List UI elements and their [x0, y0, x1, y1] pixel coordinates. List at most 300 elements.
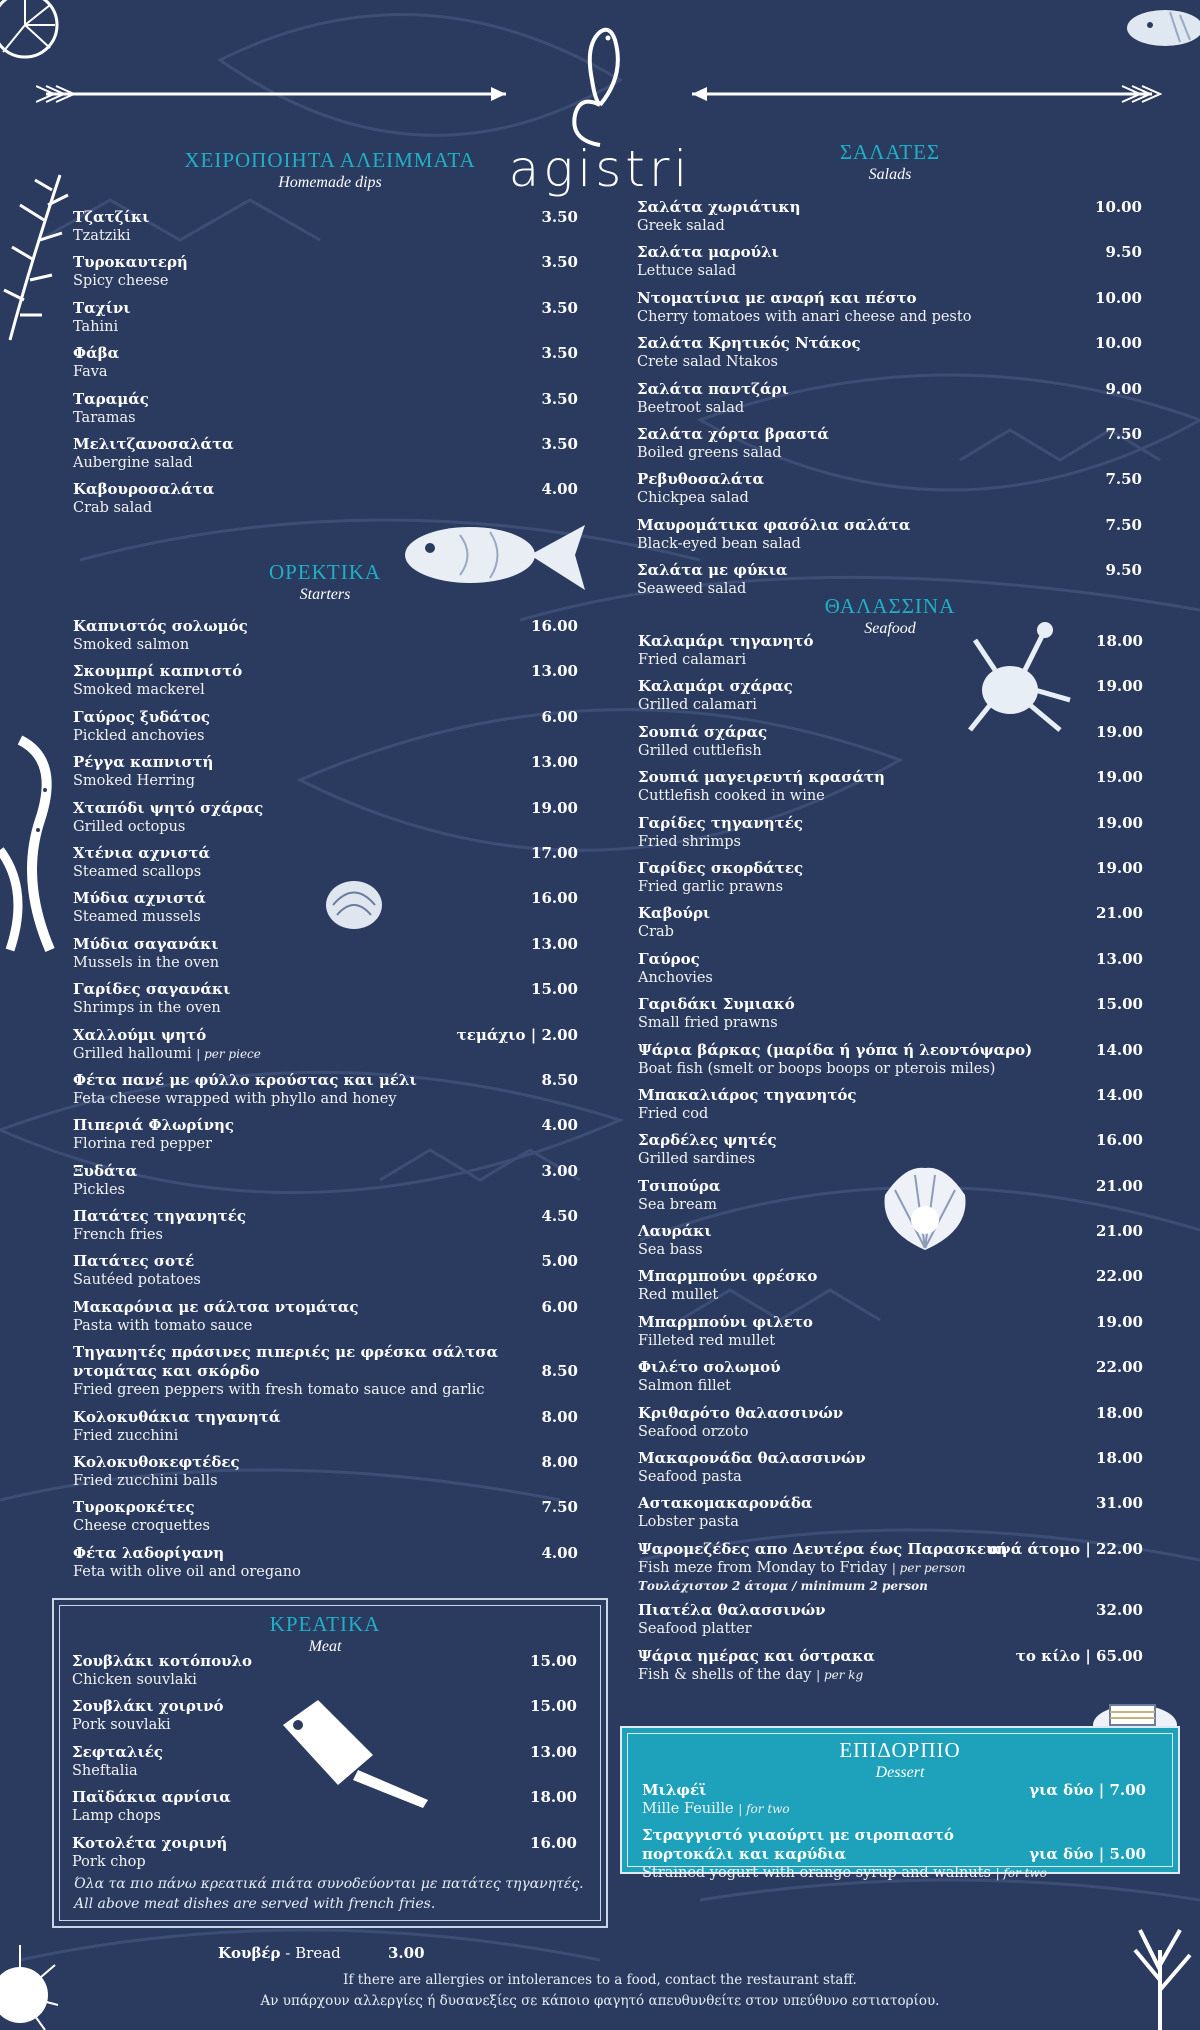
- starters-item-price-value: 16.00: [531, 889, 578, 908]
- seafood-item-en-text: Seafood pasta: [638, 1469, 742, 1486]
- seafood-item-en-text: Grilled calamari: [638, 697, 757, 714]
- dips-item-name-en: [73, 500, 152, 516]
- dips-item-en-text: Taramas: [73, 409, 136, 426]
- seafood-item-price-value: 18.00: [1096, 1403, 1143, 1422]
- starters-item-name-en: [73, 1382, 485, 1398]
- dips-item-price-value: 3.50: [541, 344, 578, 363]
- salads-item-en-text: Seaweed salad: [637, 581, 747, 598]
- starters-item-price: [531, 617, 578, 635]
- seafood-item-price: [1096, 677, 1143, 695]
- starters-item-price: [541, 1207, 578, 1225]
- starters-item-en-text: Florina red pepper: [73, 1136, 212, 1153]
- dips-item-en-text: Tahini: [73, 318, 119, 335]
- salads-item-price-value: 9.50: [1105, 561, 1142, 580]
- dips-item-price: [541, 208, 578, 226]
- seafood-item-en-text: Fried shrimps: [638, 833, 741, 850]
- starters-item-price: [541, 1162, 578, 1180]
- seafood-item-name-gr: Ψαρομεζέδες απο Δευτέρα έως Παρασκευή: [638, 1539, 1008, 1558]
- meat-item-en-text: Sheftalia: [72, 1762, 138, 1779]
- starters-item-en-text: Steamed mussels: [73, 909, 201, 926]
- seafood-item-note: | per kg: [816, 1667, 864, 1682]
- seafood-item-name-gr: Φιλέτο σολωμού: [638, 1358, 781, 1377]
- dips-item-price-value: 3.50: [541, 253, 578, 272]
- salads-item-en-text: Chickpea salad: [637, 490, 749, 507]
- starters-item-name-gr: Σκουμπρί καπνιστό: [73, 662, 243, 681]
- seafood-item-name-gr: Γαρίδες τηγανητές: [638, 813, 804, 832]
- salads-item: [637, 334, 1142, 379]
- seafood-item-en-text: Salmon fillet: [638, 1378, 731, 1395]
- seafood-item-price-value: 14.00: [1096, 1040, 1143, 1059]
- dips-item: [73, 344, 578, 389]
- meat-item-name-en: [72, 1672, 197, 1688]
- starters-item-en-text: Smoked mackerel: [73, 682, 205, 699]
- seafood-item: [638, 1647, 1143, 1692]
- dessert-item-price-value: 7.00: [1109, 1781, 1146, 1799]
- dips-item: [73, 435, 578, 480]
- starters-item-name-en: [73, 1318, 252, 1334]
- starters-item-name-en: [73, 1000, 221, 1016]
- seafood-item-price: [1096, 1131, 1143, 1149]
- starters-item: [73, 1498, 578, 1543]
- cover-label-en: - Bread: [285, 1944, 341, 1962]
- starters-item-price: [457, 1026, 578, 1044]
- salads-item-price-value: 10.00: [1095, 288, 1142, 307]
- allergy-note-en: If there are allergies or intolerances to a food, contact the restaurant staff.: [343, 1972, 857, 1988]
- starters-item: [73, 1116, 578, 1161]
- seafood-item: [638, 950, 1143, 995]
- starters-item-name-en: [73, 637, 189, 653]
- starters-item-price: [541, 1116, 578, 1134]
- meat-item-price-value: 13.00: [530, 1742, 577, 1761]
- salads-item-en-text: Boiled greens salad: [637, 444, 782, 461]
- seafood-title: ΘΑΛΑΣΣΙΝΑ: [824, 594, 956, 618]
- seafood-item-price: [1096, 950, 1143, 968]
- starters-item-price: [541, 1408, 578, 1426]
- salads-item-name-gr: Σαλάτα παντζάρι: [637, 379, 789, 398]
- seafood-item-price-value: 19.00: [1096, 858, 1143, 877]
- seafood-item-name-en: [638, 788, 825, 804]
- salads-item-en-text: Beetroot salad: [637, 399, 745, 416]
- starters-item: [73, 1408, 578, 1453]
- lemon-icon: [0, 0, 70, 70]
- starters-item-name-en: [73, 1518, 210, 1534]
- dessert-list: [642, 1781, 1146, 1891]
- seafood-item-name-gr: Μπακαλιάρος τηγανητός: [638, 1085, 857, 1104]
- cover-charge: [218, 1944, 341, 1962]
- starters-item-price-value: 8.00: [541, 1453, 578, 1472]
- seafood-item: [638, 768, 1143, 813]
- seafood-item-name-gr: Σουπιά σχάρας: [638, 722, 768, 741]
- seafood-item-price-value: 21.00: [1096, 1176, 1143, 1195]
- seafood-item-en-text: Lobster pasta: [638, 1514, 739, 1531]
- seafood-item-name-gr: Κριθαρότο θαλασσινών: [638, 1403, 844, 1422]
- seafood-item-name-en: [638, 1287, 718, 1303]
- meat-item-en-text: Pork chop: [72, 1853, 146, 1870]
- starters-item-price-value: 13.00: [531, 934, 578, 953]
- dessert-subtitle: Dessert: [875, 1764, 925, 1781]
- seafood-item-name-en: [638, 1333, 775, 1349]
- salads-item: [637, 243, 1142, 288]
- starters-item-name-en: [73, 909, 201, 925]
- meat-item: [72, 1743, 577, 1788]
- dessert-item-name-en: [642, 1801, 790, 1817]
- meat-item-name-gr: Σεφταλιές: [72, 1742, 163, 1761]
- seafood-item-price-value: 21.00: [1096, 904, 1143, 923]
- starters-item: [73, 1298, 578, 1343]
- seafood-item-price-value: 22.00: [1096, 1539, 1143, 1558]
- starters-item-price: [541, 1453, 578, 1471]
- meat-item-en-text: Pork souvlaki: [72, 1717, 171, 1734]
- starters-item-price: [541, 1498, 578, 1516]
- starters-item-price-value: 2.00: [541, 1025, 578, 1044]
- meat-item-name-gr: Σουβλάκι χοιρινό: [72, 1697, 224, 1716]
- starters-item-price-value: 17.00: [531, 843, 578, 862]
- dips-item-en-text: Crab salad: [73, 500, 153, 517]
- seafood-item: [638, 1601, 1143, 1646]
- salads-item-name-gr: Σαλάτα με φύκια: [637, 561, 788, 580]
- starters-item-price-value: 19.00: [531, 798, 578, 817]
- salads-item-price: [1095, 334, 1142, 352]
- seafood-item-name-gr: Ψάρια βάρκας (μαρίδα ή γόπα ή λεοντόψαρο): [638, 1040, 1033, 1059]
- seafood-item-name-en: [638, 1151, 755, 1167]
- seafood-item-price-value: 31.00: [1096, 1494, 1143, 1513]
- starters-item-name-gr: Τηγανητές πράσινες πιπεριές με φρέσκα σάλτσα: [73, 1343, 499, 1362]
- starters-item: [73, 1026, 578, 1071]
- seafood-item-en-text: Seafood orzoto: [638, 1423, 749, 1440]
- salads-item-en-text: Greek salad: [637, 218, 725, 234]
- starters-subtitle: Starters: [299, 586, 351, 603]
- salads-item-price: [1105, 380, 1142, 398]
- seafood-item-price-value: 19.00: [1096, 768, 1143, 787]
- seafood-item-name-gr: Μακαρονάδα θαλασσινών: [638, 1449, 866, 1468]
- starters-item-en-text: Steamed scallops: [73, 863, 202, 880]
- seafood-item-price: [1096, 1086, 1143, 1104]
- seafood-item-price: [1096, 814, 1143, 832]
- starters-item-price-value: 3.00: [541, 1161, 578, 1180]
- seafood-item-en-text: Anchovies: [638, 969, 713, 986]
- meat-item-name-en: [72, 1717, 171, 1733]
- seafood-item-name-en: [638, 1197, 717, 1213]
- salads-item-price: [1105, 425, 1142, 443]
- seafood-item-en-text: Small fried prawns: [638, 1015, 778, 1032]
- starters-item: [73, 1071, 578, 1116]
- meat-title: ΚΡΕΑΤΙΚΑ: [269, 1612, 381, 1636]
- starters-item-en-text: Pickles: [73, 1181, 125, 1198]
- dips-item-name-gr: Φάβα: [73, 344, 120, 363]
- starters-item: [73, 844, 578, 889]
- starters-item-en-text: Smoked salmon: [73, 637, 190, 653]
- salads-item-en-text: Lettuce salad: [637, 263, 737, 280]
- salads-item: [637, 470, 1142, 515]
- seafood-item-price-value: 19.00: [1096, 1312, 1143, 1331]
- seafood-item: [638, 1404, 1143, 1449]
- seafood-item: [638, 1313, 1143, 1358]
- dips-item-price-value: 4.00: [541, 480, 578, 499]
- salads-item: [637, 380, 1142, 425]
- starters-item: [73, 1453, 578, 1498]
- seafood-item-name-gr: Καλαμάρι σχάρας: [638, 677, 793, 696]
- seafood-item-name-gr: Σουπιά μαγειρευτή κρασάτη: [638, 768, 885, 787]
- salads-item-price: [1105, 243, 1142, 261]
- meat-item-price: [530, 1697, 577, 1715]
- starters-item-name-gr: Τυροκροκέτες: [73, 1498, 195, 1517]
- salads-item-name-en: [637, 400, 744, 416]
- salads-item-name-en: [637, 536, 801, 552]
- dips-item-price: [541, 390, 578, 408]
- dips-list: [73, 208, 578, 526]
- seafood-item-price: [1096, 1494, 1143, 1512]
- seafood-subtitle: Seafood: [864, 620, 916, 637]
- starters-item-price-value: 4.00: [541, 1116, 578, 1135]
- seafood-item-price-value: 16.00: [1096, 1131, 1143, 1150]
- dips-item-price: [541, 435, 578, 453]
- seafood-item-price-value: 13.00: [1096, 949, 1143, 968]
- starters-item-price-value: 4.00: [541, 1543, 578, 1562]
- seafood-item-name-gr: Αστακομακαρονάδα: [638, 1494, 813, 1513]
- salads-item-en-text: Crete salad Ntakos: [637, 354, 778, 371]
- starters-item-name-en: [73, 1272, 201, 1288]
- seafood-item: [638, 904, 1143, 949]
- starters-item-name-gr: Χαλλούμι ψητό: [73, 1025, 207, 1044]
- seafood-item-price-value: 19.00: [1096, 813, 1143, 832]
- starters-item-en-text: Grilled octopus: [73, 818, 186, 835]
- starters-item-en-text: Feta with olive oil and oregano: [73, 1563, 301, 1580]
- dips-item-en-text: Fava: [73, 364, 108, 381]
- dips-item: [73, 299, 578, 344]
- seafood-item: [638, 1449, 1143, 1494]
- dips-item-name-en: [73, 364, 108, 380]
- dips-item-name-gr: Ταραμάς: [73, 389, 149, 408]
- starters-item-price-value: 8.50: [541, 1070, 578, 1089]
- starters-item-price: [531, 980, 578, 998]
- starters-item-price-value: 4.50: [541, 1207, 578, 1226]
- dessert-item-note: | for two: [738, 1802, 790, 1816]
- salads-item-en-text: Cherry tomatoes with anari cheese and pesto: [637, 308, 972, 325]
- seafood-item-name-gr: Γαρίδες σκορδάτες: [638, 858, 804, 877]
- starters-item-name-en: [73, 1136, 212, 1152]
- salads-item: [637, 516, 1142, 561]
- dessert-item-en-text: Strained yogurt with orange syrup and walnuts: [642, 1865, 991, 1882]
- starters-item-price-value: 8.00: [541, 1407, 578, 1426]
- starters-item-price: [541, 1362, 578, 1380]
- starters-item-en-text: Fried green peppers with fresh tomato sauce and garlic: [73, 1382, 485, 1399]
- seafood-item-name-gr: Τσιπούρα: [638, 1176, 721, 1195]
- seafood-item: [638, 814, 1143, 859]
- starters-item-name-gr: Κολοκυθοκεφτέδες: [73, 1453, 240, 1472]
- seafood-item-en-text: Fish & shells of the day: [638, 1666, 812, 1683]
- salads-item-name-en: [637, 309, 971, 325]
- meat-note-en: All above meat dishes are served with french fries.: [74, 1896, 436, 1912]
- starters-item-name-en: [73, 1564, 301, 1580]
- dips-item-en-text: Aubergine salad: [73, 454, 193, 471]
- seafood-item-name-en: [638, 1378, 731, 1394]
- dessert-title: ΕΠΙΔΟΡΠΙΟ: [839, 1738, 961, 1762]
- dips-item-price: [541, 299, 578, 317]
- starters-item-price-value: 13.00: [531, 753, 578, 772]
- starters-item-name-en: [73, 773, 195, 789]
- meat-item: [72, 1788, 577, 1833]
- arrow-left-icon: [36, 84, 516, 104]
- starters-item-en-text: Smoked Herring: [73, 773, 196, 790]
- meat-item-price: [530, 1652, 577, 1670]
- starters-item: [73, 980, 578, 1025]
- meat-item-price: [530, 1788, 577, 1806]
- seafood-item-price: [1096, 768, 1143, 786]
- dips-item-en-text: Spicy cheese: [73, 273, 169, 290]
- starters-item-name-en: [73, 728, 204, 744]
- meat-item-price-value: 15.00: [530, 1652, 577, 1670]
- seafood-item: [638, 1494, 1143, 1539]
- allergy-note-gr: Αν υπάρχουν αλλεργίες ή δυσανεξίες σε κάποιο φαγητό απευθυνθείτε στον υπεύθυνο εστιατορίου.: [260, 1993, 940, 2009]
- seafood-item-price: [1096, 1449, 1143, 1467]
- starters-item-name-en: [73, 1046, 261, 1062]
- starters-item-name-gr: Ρέγγα καπνιστή: [73, 753, 214, 772]
- starters-item-en-text: Grilled halloumi: [73, 1045, 192, 1062]
- seafood-item-price: [1096, 1313, 1143, 1331]
- starters-item-price: [531, 799, 578, 817]
- salads-item-price: [1095, 289, 1142, 307]
- dips-item-en-text: Tzatziki: [73, 228, 131, 244]
- meat-item-price: [530, 1743, 577, 1761]
- starters-item: [73, 1343, 578, 1407]
- arrow-right-icon: [682, 84, 1162, 104]
- seafood-item-en-text: Boat fish (smelt or boops boops or pterois miles): [638, 1060, 996, 1077]
- starters-item-price-value: 6.00: [541, 1297, 578, 1316]
- dips-item-name-gr: Τζατζίκι: [73, 208, 150, 226]
- octopus-icon: [0, 730, 65, 960]
- seafood-item-name-en: [638, 970, 713, 986]
- dips-item-name-en: [73, 455, 193, 471]
- starters-item-name-gr: Γαρίδες σαγανάκι: [73, 980, 231, 999]
- starters-item-price: [531, 753, 578, 771]
- seafood-item-en-text: Sea bream: [638, 1196, 717, 1213]
- seafood-item-name-en: [638, 652, 746, 668]
- seafood-item: [638, 1086, 1143, 1131]
- salads-title: ΣΑΛΑΤΕΣ: [839, 140, 941, 164]
- salads-item-name-gr: Σαλάτα χόρτα βραστά: [637, 424, 829, 443]
- salads-item-price: [1105, 470, 1142, 488]
- meat-item: [72, 1834, 577, 1879]
- meat-item-price-value: 16.00: [530, 1833, 577, 1852]
- salads-item-price: [1105, 561, 1142, 579]
- dips-item-price-value: 3.50: [541, 389, 578, 408]
- seafood-item-name-gr: Γαύρος: [638, 949, 700, 968]
- starters-item: [73, 1162, 578, 1207]
- dips-item-name-gr: Τυροκαυτερή: [73, 253, 188, 272]
- dessert-item-note: | for two: [995, 1866, 1047, 1881]
- starters-item: [73, 935, 578, 980]
- dips-subtitle: Homemade dips: [278, 174, 382, 191]
- seafood-item-price: [1096, 1177, 1143, 1195]
- dessert-item: [642, 1781, 1146, 1826]
- dips-item-name-gr: Μελιτζανοσαλάτα: [73, 434, 234, 453]
- starters-item-price: [531, 935, 578, 953]
- meat-item-en-text: Lamp chops: [72, 1808, 161, 1825]
- starters-item-name-en: [73, 955, 219, 971]
- dips-item-price: [541, 344, 578, 362]
- dips-item-price-value: 3.50: [541, 434, 578, 453]
- seafood-item-en-text: Fried garlic prawns: [638, 878, 784, 895]
- seafood-item-name-en: [638, 879, 783, 895]
- starters-item-en-text: French fries: [73, 1227, 163, 1244]
- seafood-item-name-en: [638, 743, 762, 759]
- seafood-item-price-value: 19.00: [1096, 722, 1143, 741]
- seafood-item-name-gr: Λαυράκι: [638, 1222, 712, 1241]
- seafood-item-price: [1096, 1041, 1143, 1059]
- seafood-item-price: [1096, 1222, 1143, 1240]
- seafood-item-name-en: [638, 697, 757, 713]
- seafood-item-price: [1096, 859, 1143, 877]
- starters-item-name-gr: Μακαρόνια με σάλτσα ντομάτας: [73, 1297, 359, 1316]
- starters-item-price: [541, 1544, 578, 1562]
- seafood-item-price: [1096, 904, 1143, 922]
- meat-item-price: [530, 1834, 577, 1852]
- salads-item-name-en: [637, 354, 778, 370]
- brand-name: agistri: [508, 140, 692, 198]
- salads-item-name-en: [637, 490, 749, 506]
- dips-item-name-gr: Ταχίνι: [73, 298, 131, 317]
- salads-item-name-en: [637, 581, 746, 597]
- rosemary-icon: [0, 165, 70, 345]
- starters-item-name-en: [73, 1473, 218, 1489]
- seafood-item-en-text: Fried cod: [638, 1105, 709, 1122]
- starters-item-note: | per piece: [196, 1046, 261, 1061]
- seafood-item-price: [989, 1540, 1143, 1558]
- starters-item-price-value: 5.00: [541, 1252, 578, 1271]
- salads-item-name-en: [637, 445, 782, 461]
- starters-title: ΟΡΕΚΤΙΚΑ: [268, 560, 382, 584]
- starters-item-price: [541, 1071, 578, 1089]
- seafood-item-en-text: Crab: [638, 924, 674, 941]
- cover-price: 3.00: [388, 1944, 425, 1962]
- starters-item-name-gr: Καπνιστός σολωμός: [73, 617, 248, 635]
- seafood-item-name-gr: Μπαρμπούνι φιλετο: [638, 1312, 813, 1331]
- seafood-item-en-text: Grilled cuttlefish: [638, 742, 762, 759]
- starters-item: [73, 753, 578, 798]
- meat-item-name-gr: Σουβλάκι κοτόπουλο: [72, 1652, 253, 1670]
- seafood-item-name-gr: Σαρδέλες ψητές: [638, 1131, 777, 1150]
- seafood-item-price: [1016, 1647, 1143, 1665]
- seafood-item-name-gr: Πιατέλα θαλασσινών: [638, 1601, 826, 1620]
- seafood-item-price-value: 21.00: [1096, 1222, 1143, 1241]
- starters-item: [73, 617, 578, 662]
- seafood-item-note: | per person: [891, 1560, 966, 1575]
- starters-item-name-en: [73, 1182, 125, 1198]
- seafood-item-name-en: [638, 1514, 739, 1530]
- seafood-item-price-value: 15.00: [1096, 995, 1143, 1014]
- starters-item-en-text: Pasta with tomato sauce: [73, 1317, 253, 1334]
- seafood-item-price-value: 32.00: [1096, 1601, 1143, 1620]
- starters-item-name-gr: Γαύρος ξυδάτος: [73, 707, 211, 726]
- starters-item-price-value: 7.50: [541, 1498, 578, 1517]
- meat-subtitle: Meat: [308, 1638, 342, 1655]
- starters-item-name-gr: Ξυδάτα: [73, 1161, 138, 1180]
- salads-item-price-value: 9.00: [1105, 379, 1142, 398]
- seafood-item: [638, 1267, 1143, 1312]
- starters-item-name-en: [73, 819, 185, 835]
- seafood-item-name-en: [638, 1424, 748, 1440]
- salads-item-price-value: 10.00: [1095, 198, 1142, 216]
- dips-item-price: [541, 253, 578, 271]
- dessert-item-name-gr: Στραγγιστό γιαούρτι με σιροπιαστό: [642, 1826, 954, 1845]
- starters-item: [73, 889, 578, 934]
- cover-label-gr: Κουβέρ: [218, 1944, 281, 1962]
- dips-item-name-gr: Καβουροσαλάτα: [73, 480, 215, 499]
- starters-item-price-value: 8.50: [541, 1362, 578, 1381]
- salads-item-name-gr: Σαλάτα Κρητικός Ντάκος: [637, 334, 861, 353]
- meat-item-name-en: [72, 1808, 161, 1824]
- starters-item-name-en: [73, 1091, 397, 1107]
